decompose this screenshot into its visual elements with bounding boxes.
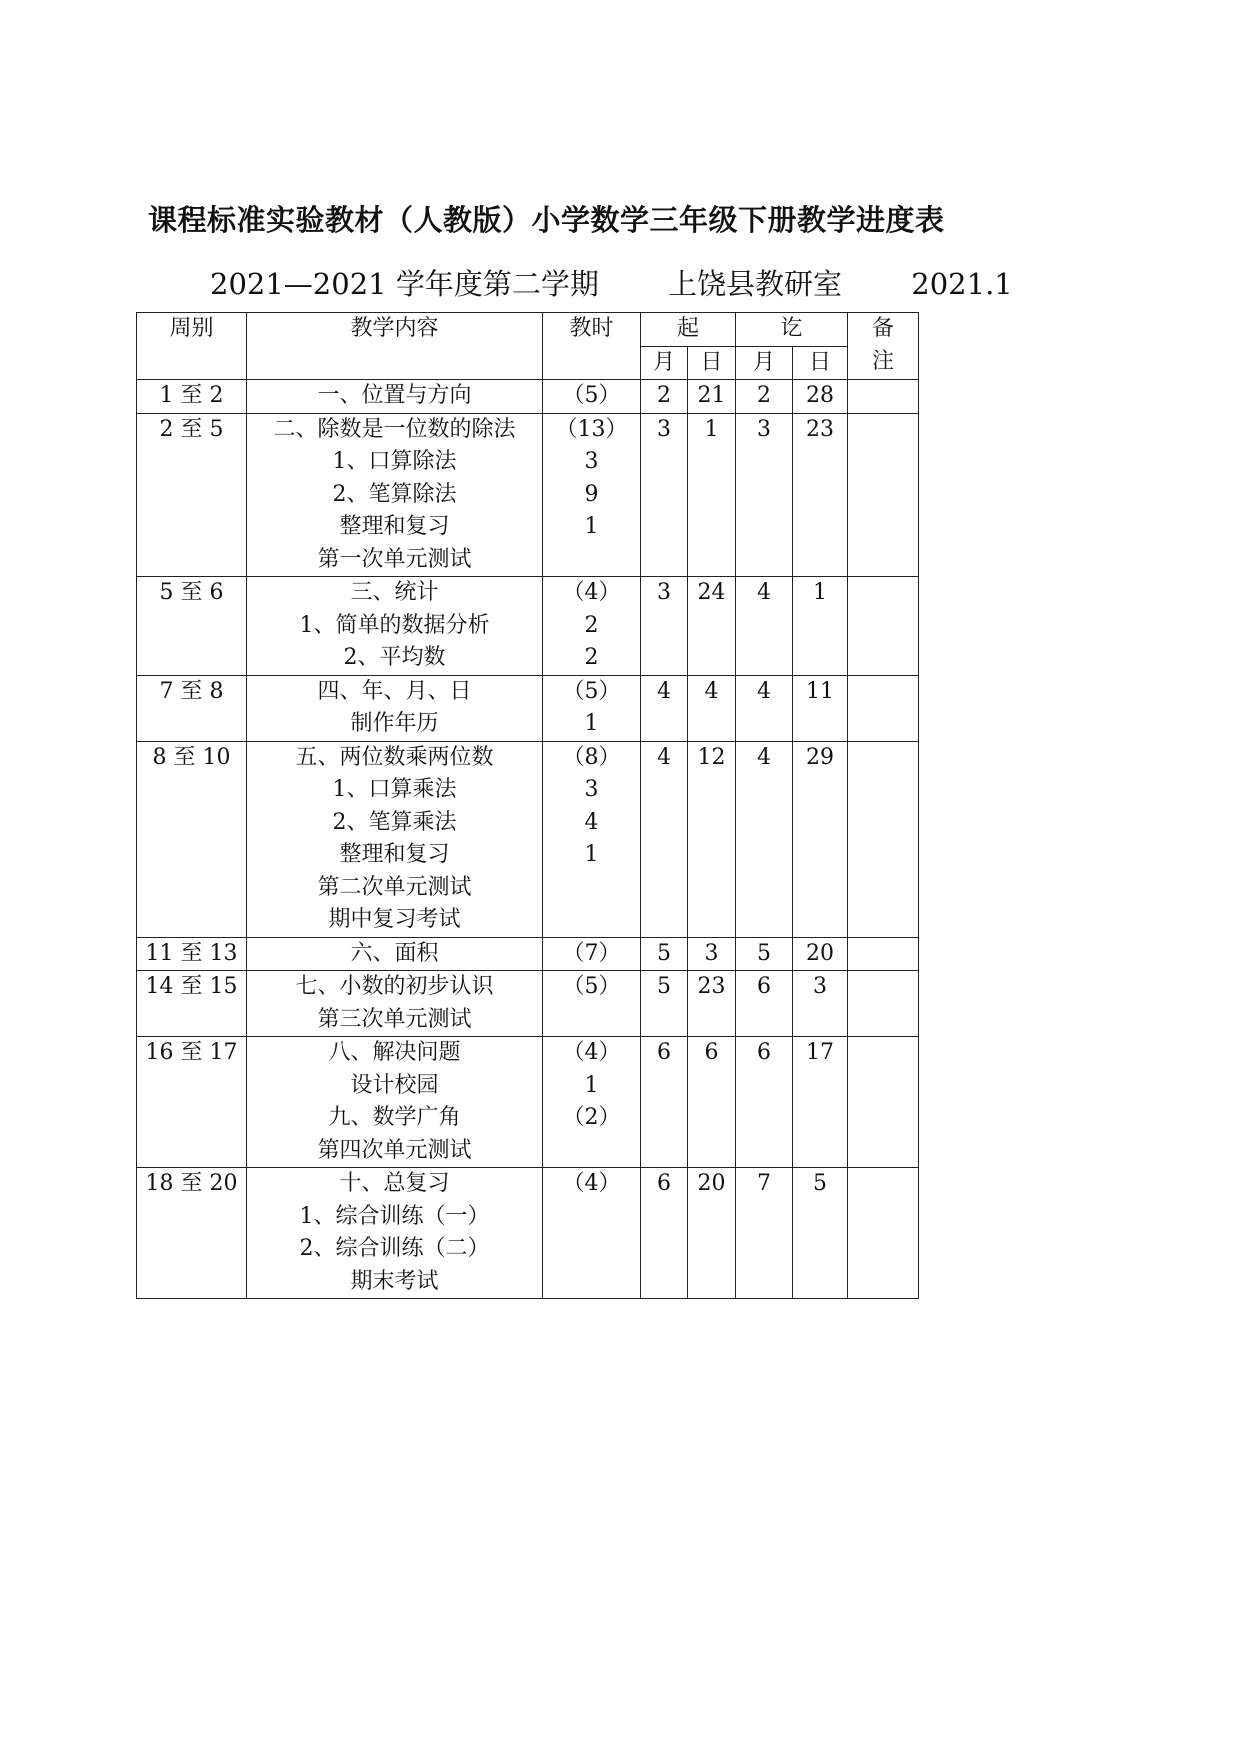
end-day-cell: 28 <box>793 380 848 414</box>
content-cell: 六、面积 <box>247 937 543 971</box>
end-day-cell: 11 <box>793 675 848 741</box>
note-cell <box>848 741 919 937</box>
hours-cell: （8） 3 4 1 <box>543 741 641 937</box>
start-month-cell: 4 <box>641 741 688 937</box>
content-cell: 十、总复习 1、综合训练（一） 2、综合训练（二） 期末考试 <box>247 1168 543 1299</box>
note-cell <box>848 675 919 741</box>
note-cell <box>848 1168 919 1299</box>
table-row <box>137 937 919 971</box>
content-cell: 七、小数的初步认识 第三次单元测试 <box>247 971 543 1037</box>
start-month-cell: 5 <box>641 971 688 1037</box>
hours-cell: （7） <box>543 937 641 971</box>
note-cell <box>848 380 919 414</box>
start-month-cell: 6 <box>641 1168 688 1299</box>
start-day-cell: 3 <box>688 937 736 971</box>
week-cell: 1 至 2 <box>137 380 247 414</box>
content-cell: 三、统计 1、简单的数据分析 2、平均数 <box>247 577 543 676</box>
note-cell <box>848 971 919 1037</box>
week-cell: 8 至 10 <box>137 741 247 937</box>
header-week: 周别 <box>137 313 247 380</box>
start-day-cell: 6 <box>688 1037 736 1168</box>
content-cell: 八、解决问题 设计校园 九、数学广角 第四次单元测试 <box>247 1037 543 1168</box>
start-day-cell: 21 <box>688 380 736 414</box>
start-day-cell: 23 <box>688 971 736 1037</box>
start-month-cell: 5 <box>641 937 688 971</box>
end-day-cell: 23 <box>793 413 848 577</box>
table-row <box>137 971 919 1037</box>
end-month-cell: 3 <box>736 413 793 577</box>
note-cell <box>848 937 919 971</box>
header-start-month: 月 <box>641 346 688 380</box>
end-day-cell: 20 <box>793 937 848 971</box>
organization-label: 上饶县教研室 <box>668 267 843 301</box>
end-month-cell: 6 <box>736 1037 793 1168</box>
note-cell <box>848 577 919 676</box>
end-month-cell: 5 <box>736 937 793 971</box>
start-month-cell: 3 <box>641 413 688 577</box>
end-month-cell: 4 <box>736 577 793 676</box>
table-row <box>137 1037 919 1168</box>
schedule-table <box>136 312 919 1299</box>
header-end-day: 日 <box>793 346 848 380</box>
schedule-body <box>137 380 919 1299</box>
start-day-cell: 12 <box>688 741 736 937</box>
content-cell: 五、两位数乘两位数 1、口算乘法 2、笔算乘法 整理和复习 第二次单元测试 期中复习考试 <box>247 741 543 937</box>
hours-cell: （5） <box>543 971 641 1037</box>
hours-cell: （13） 3 9 1 <box>543 413 641 577</box>
start-day-cell: 24 <box>688 577 736 676</box>
table-row <box>137 380 919 414</box>
week-cell: 5 至 6 <box>137 577 247 676</box>
week-cell: 7 至 8 <box>137 675 247 741</box>
header-content: 教学内容 <box>247 313 543 380</box>
hours-cell: （4） <box>543 1168 641 1299</box>
table-row <box>137 741 919 937</box>
header-start-day: 日 <box>688 346 736 380</box>
end-day-cell: 29 <box>793 741 848 937</box>
end-day-cell: 3 <box>793 971 848 1037</box>
week-cell: 11 至 13 <box>137 937 247 971</box>
end-day-cell: 5 <box>793 1168 848 1299</box>
note-cell <box>848 1037 919 1168</box>
end-day-cell: 17 <box>793 1037 848 1168</box>
end-month-cell: 4 <box>736 675 793 741</box>
date-label: 2021.1 <box>911 267 1013 301</box>
table-row <box>137 413 919 577</box>
hours-cell: （4） 1 （2） <box>543 1037 641 1168</box>
hours-cell: （4） 2 2 <box>543 577 641 676</box>
table-row <box>137 675 919 741</box>
start-month-cell: 2 <box>641 380 688 414</box>
note-cell <box>848 413 919 577</box>
hours-cell: （5） 1 <box>543 675 641 741</box>
table-row <box>137 1168 919 1299</box>
header-start: 起 <box>641 313 736 347</box>
start-day-cell: 20 <box>688 1168 736 1299</box>
term-label: 2021—2021 学年度第二学期 <box>210 267 599 301</box>
start-month-cell: 4 <box>641 675 688 741</box>
start-month-cell: 3 <box>641 577 688 676</box>
end-day-cell: 1 <box>793 577 848 676</box>
start-month-cell: 6 <box>641 1037 688 1168</box>
week-cell: 18 至 20 <box>137 1168 247 1299</box>
end-month-cell: 2 <box>736 380 793 414</box>
start-day-cell: 1 <box>688 413 736 577</box>
content-cell: 四、年、月、日 制作年历 <box>247 675 543 741</box>
document-subtitle <box>210 262 1013 303</box>
week-cell: 14 至 15 <box>137 971 247 1037</box>
week-cell: 16 至 17 <box>137 1037 247 1168</box>
document-title: 课程标准实验教材（人教版）小学数学三年级下册教学进度表 <box>148 203 945 237</box>
table-row <box>137 577 919 676</box>
header-end: 讫 <box>736 313 848 347</box>
header-note: 备 注 <box>848 313 919 380</box>
content-cell: 二、除数是一位数的除法 1、口算除法 2、笔算除法 整理和复习 第一次单元测试 <box>247 413 543 577</box>
content-cell: 一、位置与方向 <box>247 380 543 414</box>
header-hours: 教时 <box>543 313 641 380</box>
hours-cell: （5） <box>543 380 641 414</box>
end-month-cell: 6 <box>736 971 793 1037</box>
end-month-cell: 4 <box>736 741 793 937</box>
week-cell: 2 至 5 <box>137 413 247 577</box>
end-month-cell: 7 <box>736 1168 793 1299</box>
start-day-cell: 4 <box>688 675 736 741</box>
header-end-month: 月 <box>736 346 793 380</box>
